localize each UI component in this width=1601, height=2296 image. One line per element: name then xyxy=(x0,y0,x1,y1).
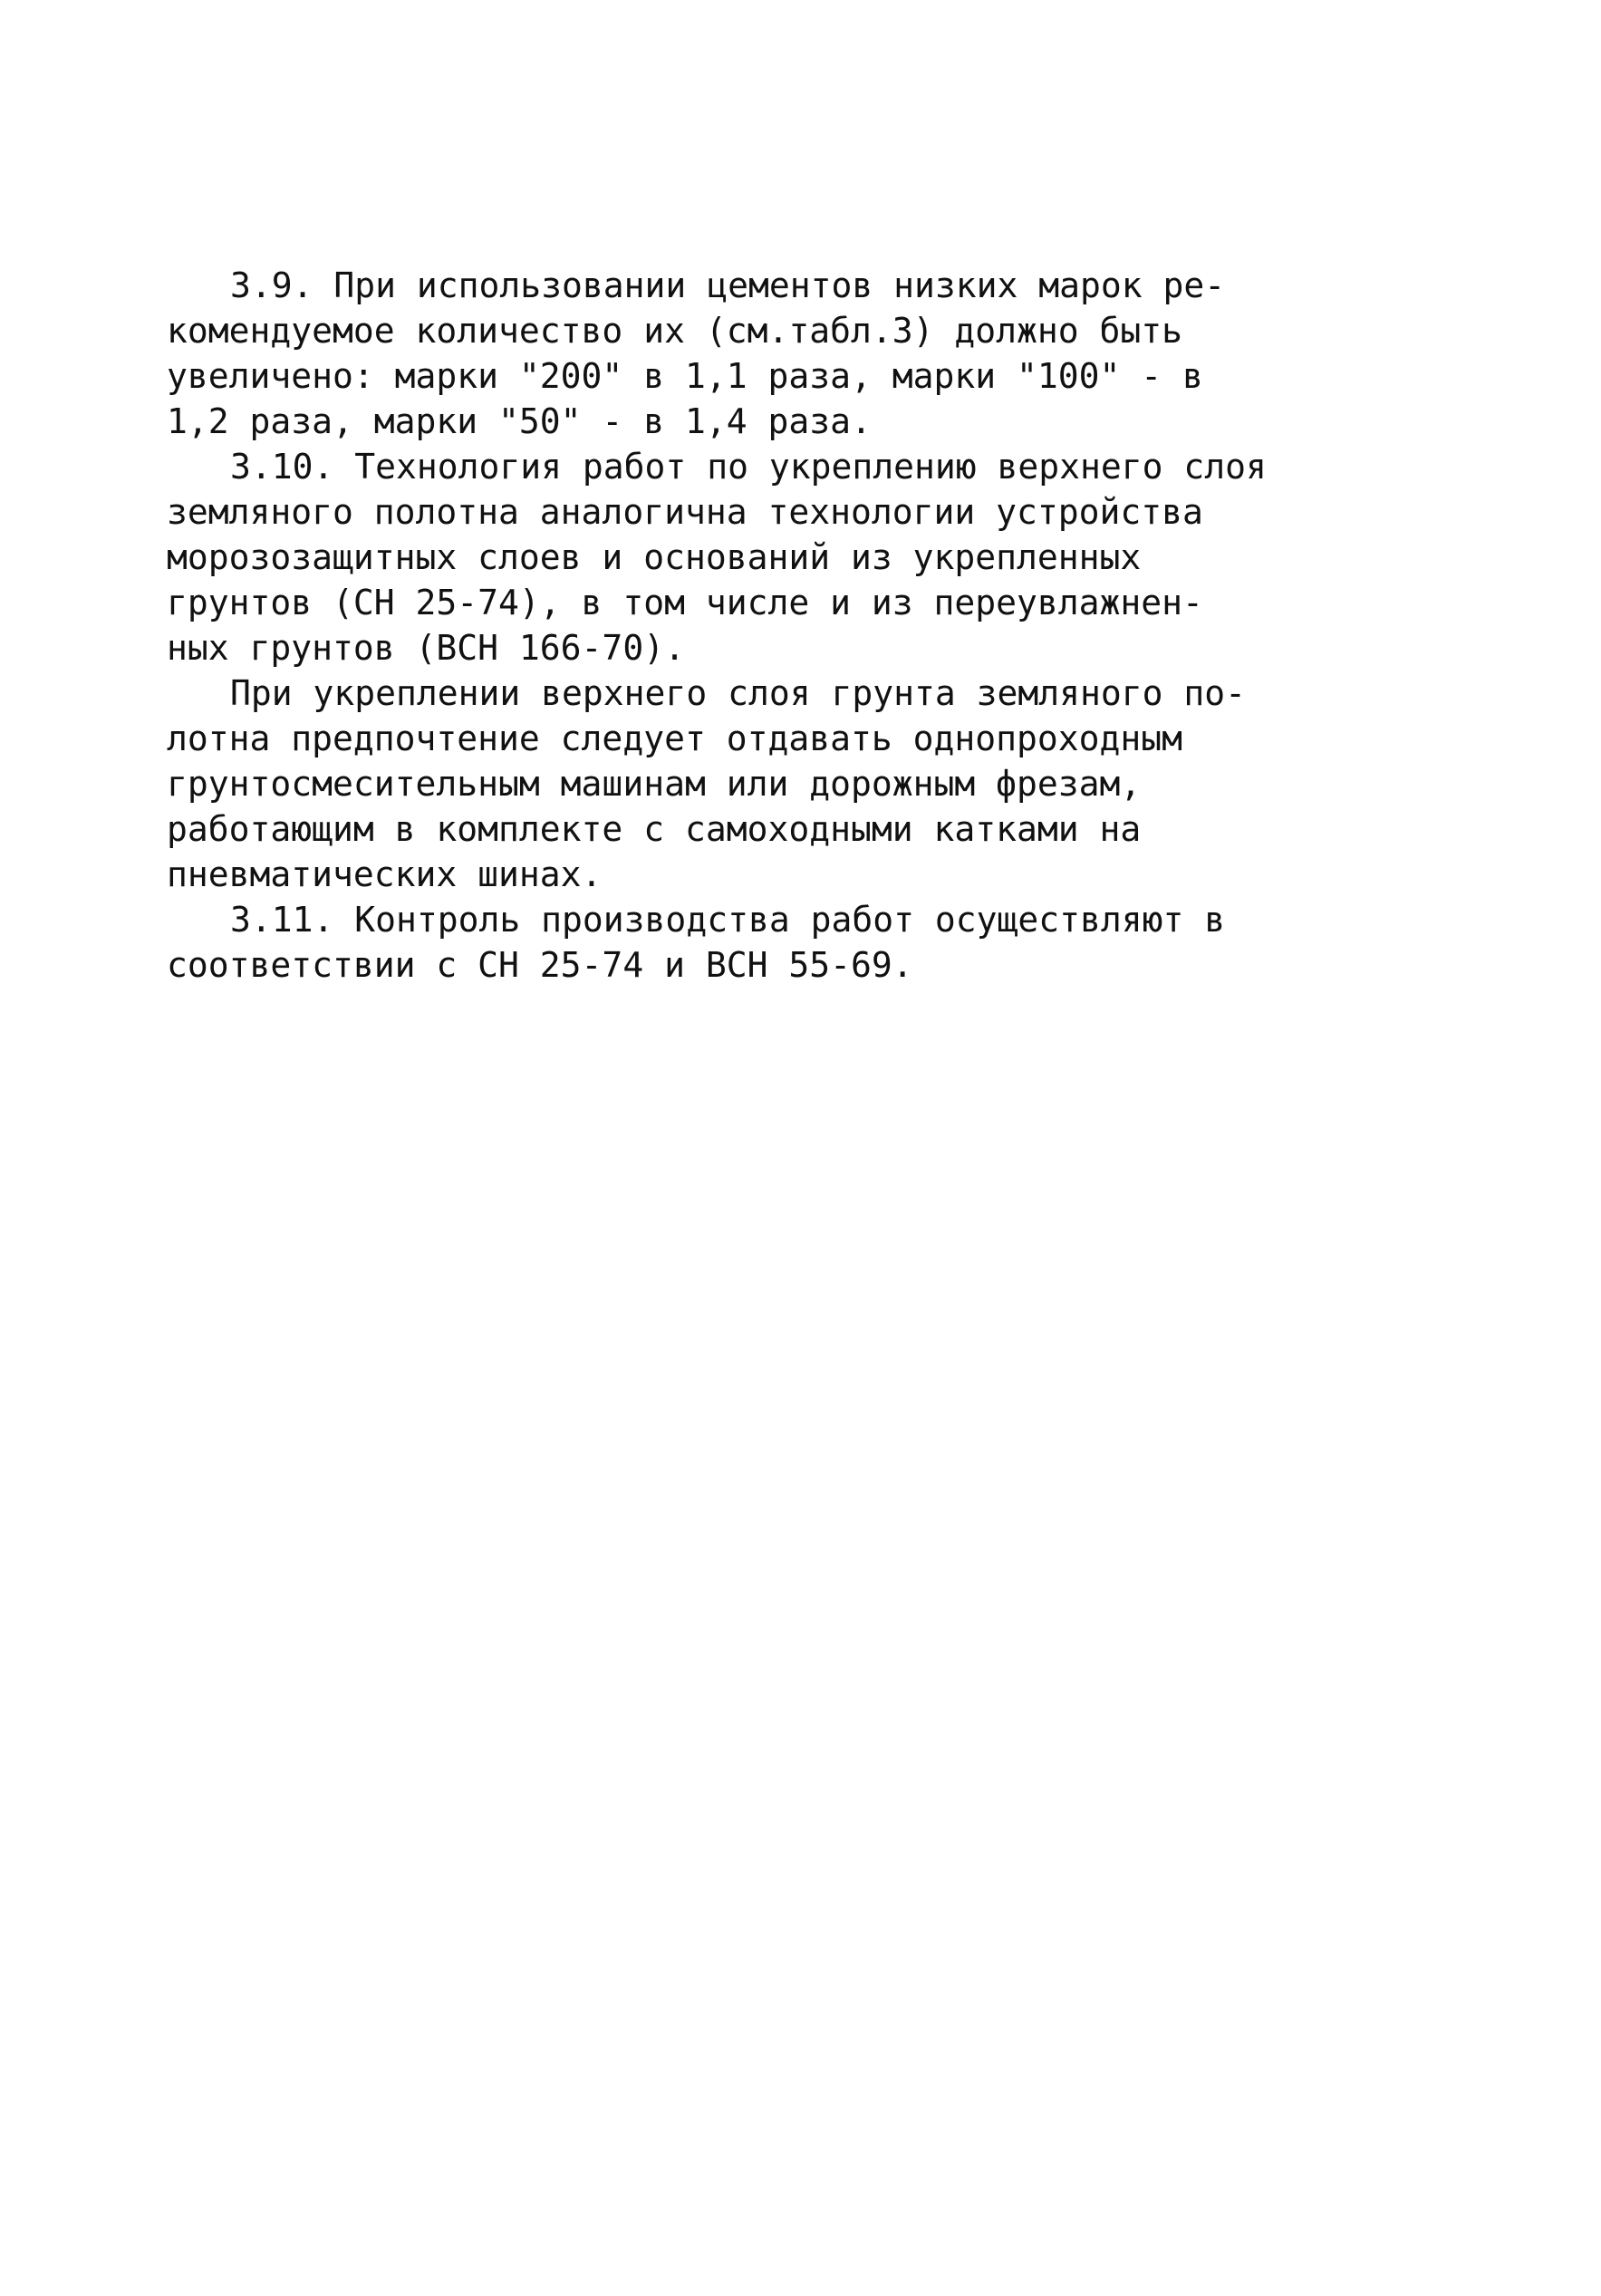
text-line: 3.11. Контроль производства работ осуществляют в xyxy=(230,900,1226,940)
text-line: соответствии с СН 25-74 и ВСН 55-69. xyxy=(167,945,913,985)
paragraph-3-11 xyxy=(167,897,1326,988)
document-body xyxy=(167,263,1326,988)
text-line: морозозащитных слоев и оснований из укрепленных xyxy=(167,537,1142,577)
text-line: комендуемое количество их (см.табл.3) должно быть xyxy=(167,311,1183,351)
text-line: 3.10. Технология работ по укреплению верхнего слоя xyxy=(230,447,1267,487)
text-line: грунтосмесительным машинам или дорожным фрезам, xyxy=(167,764,1142,804)
text-line: земляного полотна аналогична технологии устройства xyxy=(167,492,1203,532)
text-line: При укреплении верхнего слоя грунта земляного по- xyxy=(230,673,1247,713)
text-line: ных грунтов (ВСН 166-70). xyxy=(167,628,685,668)
text-line: пневматических шинах. xyxy=(167,854,603,894)
paragraph-3-9 xyxy=(167,263,1326,444)
paragraph-machines xyxy=(167,670,1326,897)
text-line: 3.9. При использовании цементов низких марок ре- xyxy=(230,265,1226,305)
text-line: работающим в комплекте с самоходными катками на xyxy=(167,809,1142,849)
text-line: лотна предпочтение следует отдавать однопроходным xyxy=(167,719,1183,758)
paragraph-3-10 xyxy=(167,444,1326,670)
text-line: увеличено: марки "200" в 1,1 раза, марки "100" - в xyxy=(167,356,1203,396)
text-line: 1,2 раза, марки "50" - в 1,4 раза. xyxy=(167,401,872,441)
text-line: грунтов (СН 25-74), в том числе и из переувлажнен- xyxy=(167,583,1203,622)
